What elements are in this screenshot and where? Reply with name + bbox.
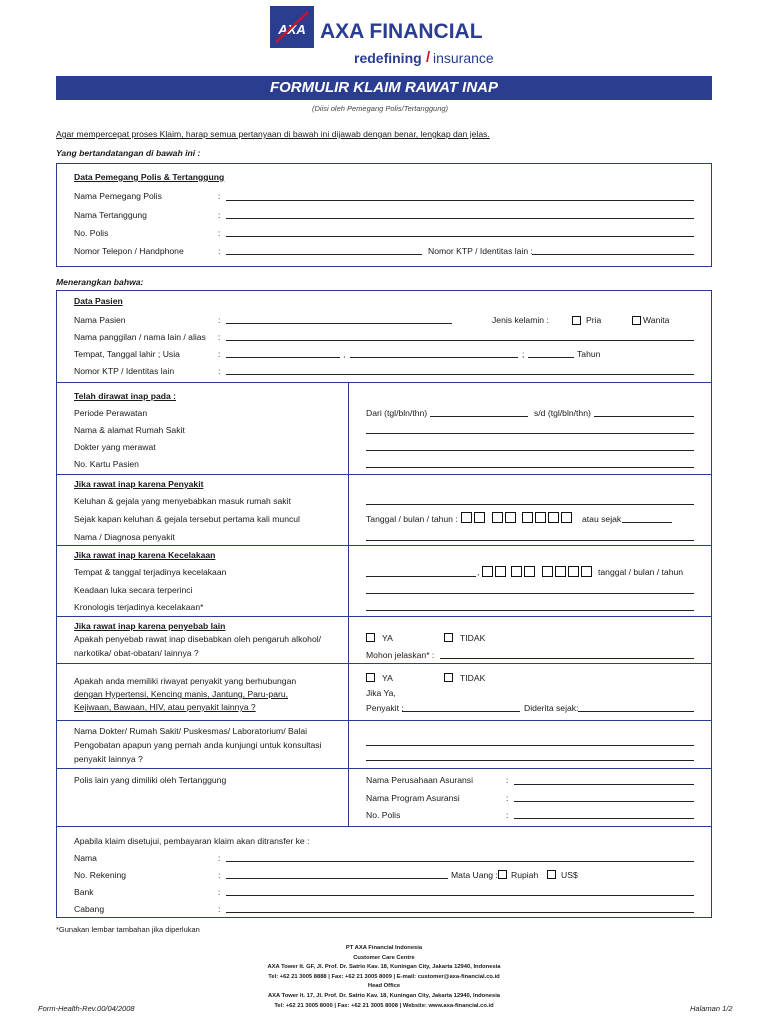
divider: [56, 382, 712, 383]
patient-card-input[interactable]: [366, 467, 694, 468]
no-label: TIDAK: [460, 673, 486, 683]
question-text: Apakah anda memiliki riwayat penyakit yang berhubungan: [74, 676, 297, 686]
field-label: Cabang: [74, 904, 105, 914]
birthplace-input[interactable]: [226, 357, 340, 358]
date-digit-box[interactable]: [561, 512, 572, 523]
date-digit-box[interactable]: [548, 512, 559, 523]
transfer-title: Apabila klaim disetujui, pembayaran klaim akan ditransfer ke :: [74, 836, 310, 846]
question-text: Apakah penyebab rawat inap disebabkan oleh pengaruh alkohol/: [74, 634, 322, 644]
to-date-input[interactable]: [594, 416, 694, 417]
date-digit-box[interactable]: [524, 566, 535, 577]
colon: :: [218, 315, 221, 325]
field-label: Nama Perusahaan Asuransi: [366, 775, 474, 785]
tagline-right: insurance: [433, 50, 494, 66]
date-digit-box[interactable]: [542, 566, 553, 577]
patient-ktp-input[interactable]: [226, 374, 694, 375]
svg-text:AXA: AXA: [278, 22, 306, 37]
tagline-left: redefining: [354, 50, 422, 66]
alias-input[interactable]: [226, 340, 694, 341]
chronology-input[interactable]: [366, 610, 694, 611]
female-checkbox[interactable]: [632, 316, 641, 325]
question-text: narkotika/ obat-obatan/ lainnya ?: [74, 648, 199, 658]
ccc-address: AXA Tower lt. GF, Jl. Prof. Dr. Satrio Kav. 18, Kuningan City, Jakarta 12940, Indonesia: [267, 964, 501, 971]
date-label: Tanggal / bulan / tahun :: [366, 514, 458, 524]
colon: :: [218, 853, 221, 863]
colon: :: [218, 191, 221, 201]
date-digit-box[interactable]: [568, 566, 579, 577]
title-banner: [56, 76, 712, 100]
colon: :: [218, 904, 221, 914]
company-name: PT AXA Financial Indonesia: [345, 945, 423, 951]
program-name-input[interactable]: [514, 801, 694, 802]
divider: [56, 545, 712, 546]
date-digit-box[interactable]: [581, 566, 592, 577]
field-label: No. Kartu Pasien: [74, 459, 139, 469]
footnote: *Gunakan lembar tambahan jika diperlukan: [56, 925, 200, 934]
years-label: Tahun: [577, 349, 601, 359]
since-input[interactable]: [578, 711, 694, 712]
account-name-input[interactable]: [226, 861, 694, 862]
field-label: Nama Pasien: [74, 315, 126, 325]
colon: :: [218, 332, 221, 342]
disease-input[interactable]: [402, 711, 520, 712]
page-number: Halaman 1/2: [690, 1004, 733, 1013]
colon: :: [218, 887, 221, 897]
tagline-slash: /: [426, 49, 431, 66]
field-label: Nama Pemegang Polis: [74, 191, 162, 201]
divider: [56, 826, 712, 827]
field-label: No. Rekening: [74, 870, 127, 880]
date-digit-box[interactable]: [555, 566, 566, 577]
branch-input[interactable]: [226, 912, 694, 913]
field-label: Bank: [74, 887, 94, 897]
accident-title: Jika rawat inap karena Kecelakaan: [74, 550, 216, 560]
semicolon: ;: [522, 349, 525, 359]
or-since-label: atau sejak: [582, 514, 622, 524]
doctor-visits-input[interactable]: [366, 760, 694, 761]
if-yes-label: Jika Ya,: [366, 688, 396, 698]
field-label: Kronologis terjadinya kecelakaan*: [74, 602, 204, 612]
doctor-visits-input[interactable]: [366, 745, 694, 746]
since-label: Diderita sejak:: [524, 703, 579, 713]
rupiah-checkbox[interactable]: [498, 870, 507, 879]
date-digit-box[interactable]: [535, 512, 546, 523]
divider: [56, 720, 712, 721]
colon: :: [506, 775, 509, 785]
divider: [56, 663, 712, 664]
colon: :: [218, 349, 221, 359]
bank-input[interactable]: [226, 895, 694, 896]
colon: :: [506, 793, 509, 803]
field-label: Nomor Telepon / Handphone: [74, 246, 184, 256]
divider: [56, 768, 712, 769]
since-input[interactable]: [622, 522, 672, 523]
yes-label: YA: [382, 633, 393, 643]
usd-label: US$: [561, 870, 578, 880]
injury-input[interactable]: [366, 593, 694, 594]
disease-label: Penyakit :: [366, 703, 404, 713]
age-input[interactable]: [528, 357, 574, 358]
account-number-input[interactable]: [226, 878, 448, 879]
comma: ,: [343, 349, 346, 359]
ktp-label: Nomor KTP / Identitas lain :: [428, 246, 533, 256]
field-label: No. Polis: [74, 228, 109, 238]
hospitalized-title: Telah dirawat inap pada :: [74, 391, 177, 401]
field-label: No. Polis: [366, 810, 401, 820]
currency-label: Mata Uang :: [451, 870, 498, 880]
field-label: Nama / Diagnosa penyakit: [74, 532, 175, 542]
other-policy-number-input[interactable]: [514, 818, 694, 819]
yes-checkbox[interactable]: [366, 673, 375, 682]
declare-label: Menerangkan bahwa:: [56, 277, 144, 287]
gender-label: Jenis kelamin :: [492, 315, 549, 325]
comma: ,: [477, 567, 480, 577]
rupiah-label: Rupiah: [511, 870, 539, 880]
insured-name-input[interactable]: [226, 218, 694, 219]
field-label: Periode Perawatan: [74, 408, 148, 418]
ho-title: Head Office: [367, 983, 401, 990]
date-digit-box[interactable]: [505, 512, 516, 523]
symptoms-input[interactable]: [366, 504, 694, 505]
axa-logo: [270, 6, 314, 48]
explain-input[interactable]: [440, 658, 694, 659]
ccc-title: Customer Care Centre: [353, 954, 415, 961]
no-checkbox[interactable]: [444, 633, 453, 642]
patient-name-input[interactable]: [226, 323, 452, 324]
policyholder-name-input[interactable]: [226, 200, 694, 201]
ho-address: AXA Tower lt. 17, Jl. Prof. Dr. Satrio Kav. 18, Kuningan City, Jakarta 12940, Indonesia: [267, 992, 501, 999]
insurer-name-input[interactable]: [514, 784, 694, 785]
divider: [348, 382, 349, 826]
policy-number-input[interactable]: [226, 236, 694, 237]
patient-title: Data Pasien: [74, 296, 123, 306]
field-label: Keadaan luka secara terperinci: [74, 585, 193, 595]
field-label: Sejak kapan keluhan & gejala tersebut pertama kali muncul: [74, 514, 300, 524]
footer: [184, 944, 584, 1011]
date-digit-box[interactable]: [522, 512, 533, 523]
to-label: s/d (tgl/bln/thn): [534, 408, 591, 418]
field-label: Keluhan & gejala yang menyebabkan masuk rumah sakit: [74, 496, 291, 506]
birthdate-input[interactable]: [350, 357, 518, 358]
undersigned-label: Yang bertandatangan di bawah ini :: [56, 148, 201, 158]
form-subtitle: (Diisi oleh Pemegang Polis/Tertanggung): [312, 104, 449, 113]
female-label: Wanita: [643, 315, 670, 325]
date-digit-box[interactable]: [511, 566, 522, 577]
no-checkbox[interactable]: [444, 673, 453, 682]
colon: :: [506, 810, 509, 820]
colon: :: [218, 210, 221, 220]
date-digit-box[interactable]: [482, 566, 493, 577]
colon: :: [218, 366, 221, 376]
field-label: Nomor KTP / Identitas lain: [74, 366, 175, 376]
yes-label: YA: [382, 673, 393, 683]
ccc-contact: Tel: +62 21 3005 8888 | Fax: +62 21 3005 8009 | E-mail: customer@axa-financial.co.id: [268, 973, 500, 980]
ho-contact: Tel: +62 21 3005 8000 | Fax: +62 21 3005 8008 | Website: www.axa-financial.co.id: [274, 1002, 494, 1009]
intro-text: Agar mempercepat proses Klaim, harap semua pertanyaan di bawah ini dijawab dengan benar, lengkap dan jelas.: [56, 129, 490, 139]
yes-checkbox[interactable]: [366, 633, 375, 642]
phone-input[interactable]: [226, 254, 422, 255]
field-label: Nama Program Asuransi: [366, 793, 460, 803]
colon: :: [218, 870, 221, 880]
date-digit-box[interactable]: [492, 512, 503, 523]
question-text: Kejiwaan, Bawaan, HIV, atau penyakit lainnya ?: [74, 702, 256, 712]
date-digit-box[interactable]: [495, 566, 506, 577]
usd-checkbox[interactable]: [547, 870, 556, 879]
brand-name: AXA FINANCIAL: [320, 20, 483, 43]
male-label: Pria: [586, 315, 602, 325]
no-label: TIDAK: [460, 633, 486, 643]
form-title: FORMULIR KLAIM RAWAT INAP: [269, 79, 499, 96]
section1-title: Data Pemegang Polis & Tertanggung: [74, 172, 225, 182]
field-label: Nama panggilan / nama lain / alias: [74, 332, 206, 342]
field-label: Dokter yang merawat: [74, 442, 156, 452]
divider: [56, 616, 712, 617]
doctor-input[interactable]: [366, 450, 694, 451]
male-checkbox[interactable]: [572, 316, 581, 325]
other-cause-title: Jika rawat inap karena penyebab lain: [74, 621, 226, 631]
colon: :: [218, 228, 221, 238]
from-label: Dari (tgl/bln/thn): [366, 408, 428, 418]
question-text: Pengobatan apapun yang pernah anda kunjungi untuk konsultasi: [74, 740, 322, 750]
field-label: Tempat, Tanggal lahir ; Usia: [74, 349, 180, 359]
question-text: Nama Dokter/ Rumah Sakit/ Puskesmas/ Laboratorium/ Balai: [74, 726, 308, 736]
date-digit-box[interactable]: [461, 512, 472, 523]
explain-label: Mohon jelaskan* :: [366, 650, 435, 660]
accident-place-input[interactable]: [366, 576, 476, 577]
diagnosis-input[interactable]: [366, 540, 694, 541]
field-label: Nama: [74, 853, 97, 863]
illness-title: Jika rawat inap karena Penyakit: [74, 479, 204, 489]
colon: :: [218, 246, 221, 256]
ktp-input[interactable]: [532, 254, 694, 255]
hospital-input[interactable]: [366, 433, 694, 434]
field-label: Nama Tertanggung: [74, 210, 147, 220]
other-policy-label: Polis lain yang dimiliki oleh Tertanggung: [74, 775, 227, 785]
question-text: penyakit lainnya ?: [74, 754, 143, 764]
date-digit-box[interactable]: [474, 512, 485, 523]
form-code: Form-Health-Rev.00/04/2008: [38, 1004, 135, 1013]
field-label: Tempat & tanggal terjadinya kecelakaan: [74, 567, 227, 577]
field-label: Nama & alamat Rumah Sakit: [74, 425, 185, 435]
from-date-input[interactable]: [430, 416, 528, 417]
divider: [56, 474, 712, 475]
question-text: dengan Hypertensi, Kencing manis, Jantung, Paru-paru,: [74, 689, 289, 699]
date-label: tanggal / bulan / tahun: [598, 567, 684, 577]
